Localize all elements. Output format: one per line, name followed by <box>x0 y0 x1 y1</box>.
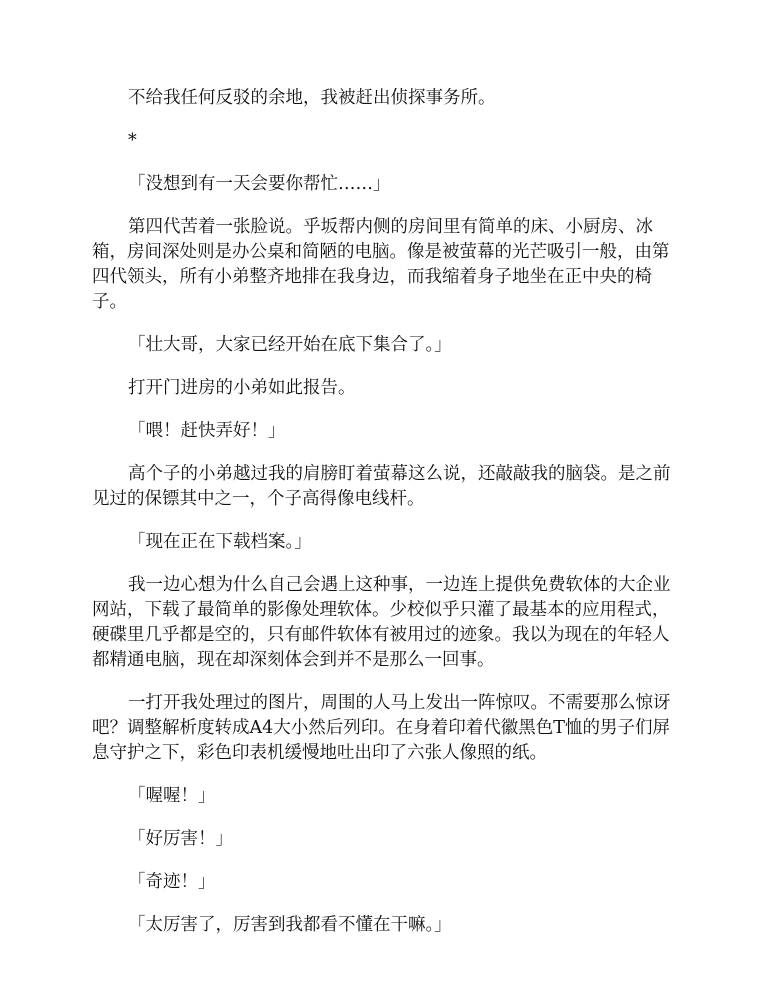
dialogue-paragraph: 「喂！赶快弄好！」 <box>128 421 286 441</box>
dialogue-paragraph: 「喔喔！」 <box>128 786 216 806</box>
dialogue-paragraph: 「没想到有一天会要你帮忙……」 <box>128 174 391 194</box>
paragraph: 一打开我处理过的图片，周围的人马上发出一阵惊叹。不需要那么惊讶吧？调整解析度转成A4大小然后列印。在身着印着代徽黑色T恤的男子们屏息守护之下，彩色印表机缓慢地吐出印了六张人像照的纸。 <box>92 693 671 763</box>
paragraph: 打开门进房的小弟如此报告。 <box>128 378 356 398</box>
dialogue-paragraph: 「壮大哥，大家已经开始在底下集合了。」 <box>128 335 452 355</box>
paragraph: 高个子的小弟越过我的肩膀盯着萤幕这么说，还敲敲我的脑袋。是之前见过的保镖其中之一，个子高得像电线杆。 <box>92 464 671 509</box>
dialogue-paragraph: 「好厉害！」 <box>128 829 233 849</box>
paragraph: 不给我任何反驳的余地，我被赶出侦探事务所。 <box>128 88 496 108</box>
dialogue-paragraph: 「现在正在下载档案。」 <box>128 532 312 552</box>
scene-break: * <box>128 131 137 151</box>
text-body <box>92 86 674 956</box>
dialogue-paragraph: 「奇迹！」 <box>128 872 216 892</box>
dialogue-paragraph: 「太厉害了，厉害到我都看不懂在干嘛。」 <box>128 915 452 935</box>
paragraph: 第四代苦着一张脸说。乎坂帮内侧的房间里有简单的床、小厨房、冰箱，房间深处则是办公桌和简陋的电脑。像是被萤幕的光芒吸引一般，由第四代领头，所有小弟整齐地排在我身边，而我缩着身子地坐在正中央的椅子。 <box>92 217 670 312</box>
paragraph: 我一边心想为什么自己会遇上这种事，一边连上提供免费软体的大企业网站，下载了最简单的影像处理软体。少校似乎只灌了最基本的应用程式，硬碟里几乎都是空的，只有邮件软体有被用过的迹象。我以为现在的年轻人都精通电脑，现在却深刻体会到并不是那么一回事。 <box>92 575 671 670</box>
